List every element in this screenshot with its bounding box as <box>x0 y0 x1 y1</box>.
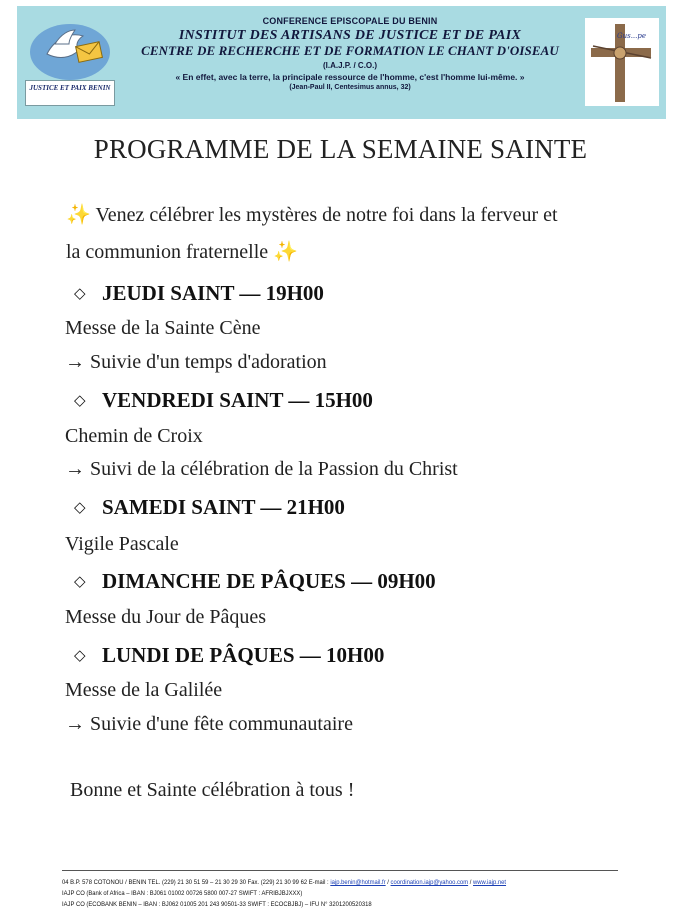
institute-name: INSTITUT DES ARTISANS DE JUSTICE ET DE PAIX <box>178 28 522 43</box>
logo-caption: JUSTICE ET PAIX BENIN <box>25 80 115 106</box>
section-heading-jeudi <box>74 281 324 306</box>
section-heading-text: DIMANCHE DE PÂQUES — 09H00 <box>102 569 436 593</box>
centre-name: CENTRE DE RECHERCHE ET DE FORMATION LE CHANT D'OISEAU <box>141 43 559 58</box>
program-line: → Suivie d'un temps d'adoration <box>65 351 327 373</box>
section-heading-text: SAMEDI SAINT — 21H00 <box>102 495 345 519</box>
section-heading-dimanche <box>74 569 436 594</box>
footer-address: 04 B.P. 578 COTONOU / BENIN TEL. (229) 21 30 51 59 – 21 30 29 30 Fax. (229) 21 30 99 62 E-mail : <box>62 879 329 886</box>
section-heading-samedi <box>74 495 345 520</box>
diamond-bullet-icon: ◇ <box>74 572 86 590</box>
dove-envelope-icon <box>25 18 115 82</box>
letterhead-banner <box>17 6 666 119</box>
closing-message: Bonne et Sainte célébration à tous ! <box>70 779 355 801</box>
email-link[interactable]: coordination.iajp@yahoo.com <box>390 879 469 886</box>
program-line: Messe de la Sainte Cène <box>65 317 261 339</box>
footer-line-3: IAJP CO (ECOBANK BENIN – IBAN : BJ062 01005 201 243 90501-33 SWIFT : ECOCBJBJ) – IFU N° 3201200520318 <box>62 901 372 908</box>
footer-contact <box>62 877 577 910</box>
logo-tag: Gus...pe <box>617 32 646 40</box>
program-line: Vigile Pascale <box>65 533 179 555</box>
section-heading-vendredi <box>74 388 373 413</box>
footer-line-2: IAJP CO (Bank of Africa – IBAN : BJ061 01002 00726 5800 007-27 SWIFT : AFRIBJBJXXX) <box>62 890 303 897</box>
footer-line-1: 04 B.P. 578 COTONOU / BENIN TEL. (229) 21 30 51 59 – 21 30 29 30 Fax. (229) 21 30 99 62 E-mail : iajp.benin@hotmail.fr / coordination.iajp@yahoo.com / www.iajp.net <box>62 879 507 886</box>
chant-oiseau-logo <box>585 18 659 106</box>
diamond-bullet-icon: ◇ <box>74 646 86 664</box>
diamond-bullet-icon: ◇ <box>74 391 86 409</box>
institute-abbreviation: (I.A.J.P. / C.O.) <box>322 61 378 70</box>
justice-et-paix-logo <box>25 18 115 113</box>
intro-text-2: la communion fraternelle <box>66 241 269 263</box>
footer-divider <box>62 870 618 871</box>
intro-line-1 <box>66 196 646 233</box>
program-line: → Suivie d'une fête communautaire <box>65 713 353 735</box>
conference-name: CONFERENCE EPISCOPALE DU BENIN <box>262 16 438 26</box>
page-title: PROGRAMME DE LA SEMAINE SAINTE <box>93 134 588 164</box>
sparkle-icon: ✨ <box>66 202 91 226</box>
diamond-bullet-icon: ◇ <box>74 498 86 516</box>
intro-paragraph <box>66 196 646 270</box>
website-link[interactable]: www.iajp.net <box>473 879 507 886</box>
letterhead-text <box>117 16 583 91</box>
section-heading-lundi <box>74 643 384 668</box>
program-line: Chemin de Croix <box>65 425 203 447</box>
diamond-bullet-icon: ◇ <box>74 284 86 302</box>
program-line: Messe de la Galilée <box>65 679 223 701</box>
quote-citation: (Jean-Paul II, Centesimus annus, 32) <box>289 84 411 91</box>
header-quote: « En effet, avec la terre, la principale ressource de l'homme, c'est l'homme lui-même. » <box>175 72 525 82</box>
intro-text-1: Venez célébrer les mystères de notre foi dans la ferveur et <box>95 204 558 226</box>
section-heading-text: LUNDI DE PÂQUES — 10H00 <box>102 643 385 667</box>
email-link[interactable]: iajp.benin@hotmail.fr <box>330 879 386 886</box>
section-heading-text: JEUDI SAINT — 19H00 <box>102 281 324 305</box>
program-line: → Suivi de la célébration de la Passion du Christ <box>65 458 458 480</box>
sparkle-icon: ✨ <box>273 239 299 263</box>
intro-line-2 <box>66 233 646 270</box>
program-line: Messe du Jour de Pâques <box>65 606 267 628</box>
section-heading-text: VENDREDI SAINT — 15H00 <box>102 388 373 412</box>
